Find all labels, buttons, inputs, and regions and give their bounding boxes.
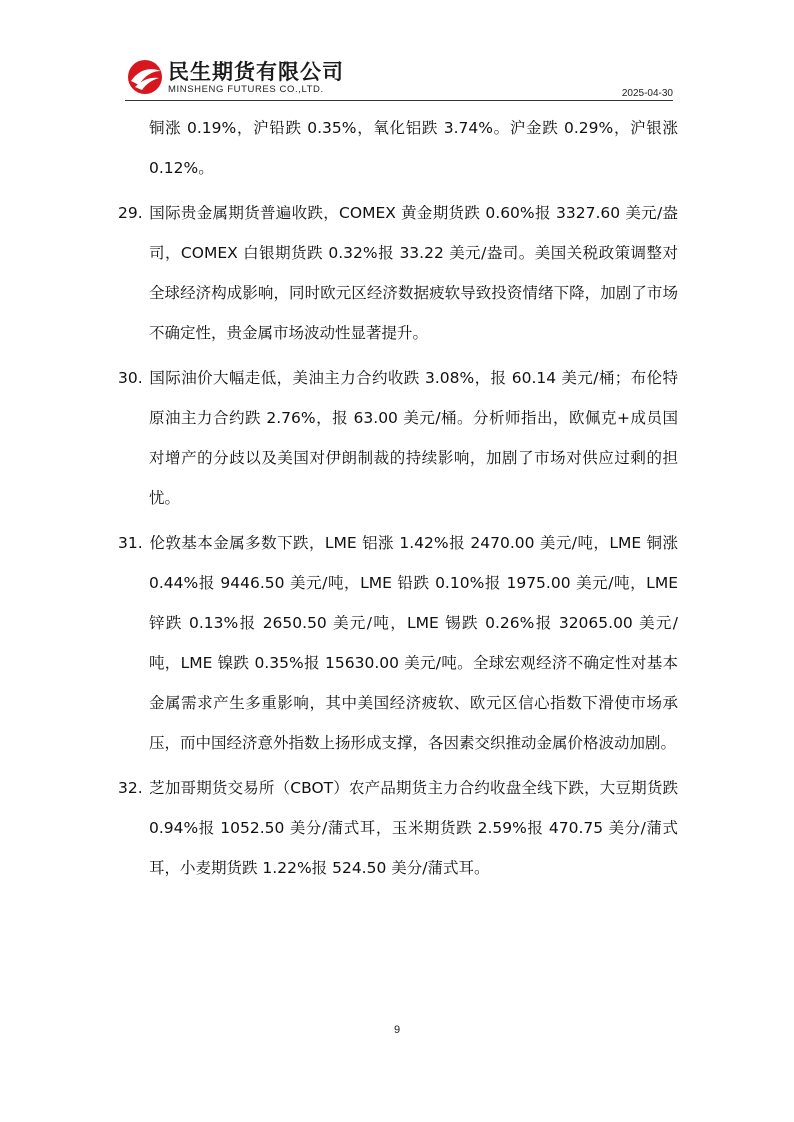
list-item bbox=[118, 358, 678, 518]
header-divider bbox=[125, 100, 673, 101]
page-number: 9 bbox=[393, 1024, 401, 1036]
item-text: 国际贵金属期货普遍收跌，COMEX 黄金期货跌 0.60%报 3327.60 美元/盎司，COMEX 白银期货跌 0.32%报 33.22 美元/盎司。美国关税政策调整对全球经济构成影响，同时欧元区经济数据疲软导致投资情绪下降，加剧了市场不确定性，贵金属市场波动性显著提升。 bbox=[149, 204, 678, 342]
item-number: 31. bbox=[118, 534, 143, 552]
item-text: 伦敦基本金属多数下跌，LME 铝涨 1.42%报 2470.00 美元/吨，LME 铜涨 0.44%报 9446.50 美元/吨，LME 铅跌 0.10%报 1975.00 美元/吨，LME 锌跌 0.13%报 2650.50 美元/吨，LME 锡跌 0.26%报 32065.00 美元/吨，LME 镍跌 0.35%报 15630.00 美元/吨。全球宏观经济不确定性对基本金属需求产生多重影响，其中美国经济疲软、欧元区信心指数下滑使市场承压，而中国经济意外指数上扬形成支撑，各因素交织推动金属价格波动加剧。 bbox=[149, 534, 678, 752]
continued-paragraph: 铜涨 0.19%，沪铅跌 0.35%，氧化铝跌 3.74%。沪金跌 0.29%，沪银涨 0.12%。 bbox=[149, 119, 678, 177]
report-date: 2025-04-30 bbox=[621, 88, 673, 99]
item-number: 30. bbox=[118, 369, 143, 387]
list-item bbox=[118, 523, 678, 763]
report-body bbox=[118, 108, 678, 893]
company-name-cn: 民生期货有限公司 bbox=[168, 60, 344, 84]
company-name-en: MINSHENG FUTURES CO.,LTD. bbox=[168, 84, 324, 95]
item-number: 29. bbox=[118, 204, 143, 222]
page-header bbox=[125, 52, 673, 102]
item-text: 国际油价大幅走低，美油主力合约收跌 3.08%，报 60.14 美元/桶；布伦特原油主力合约跌 2.76%，报 63.00 美元/桶。分析师指出，欧佩克+成员国对增产的分歧以及美国对伊朗制裁的持续影响，加剧了市场对供应过剩的担忧。 bbox=[149, 369, 678, 507]
item-text: 芝加哥期货交易所（CBOT）农产品期货主力合约收盘全线下跌，大豆期货跌 0.94%报 1052.50 美分/蒲式耳，玉米期货跌 2.59%报 470.75 美分/蒲式耳，小麦期货跌 1.22%报 524.50 美分/蒲式耳。 bbox=[149, 779, 678, 877]
company-logo-icon bbox=[125, 57, 165, 97]
list-item bbox=[118, 768, 678, 888]
list-item bbox=[118, 193, 678, 353]
item-number: 32. bbox=[118, 779, 143, 797]
